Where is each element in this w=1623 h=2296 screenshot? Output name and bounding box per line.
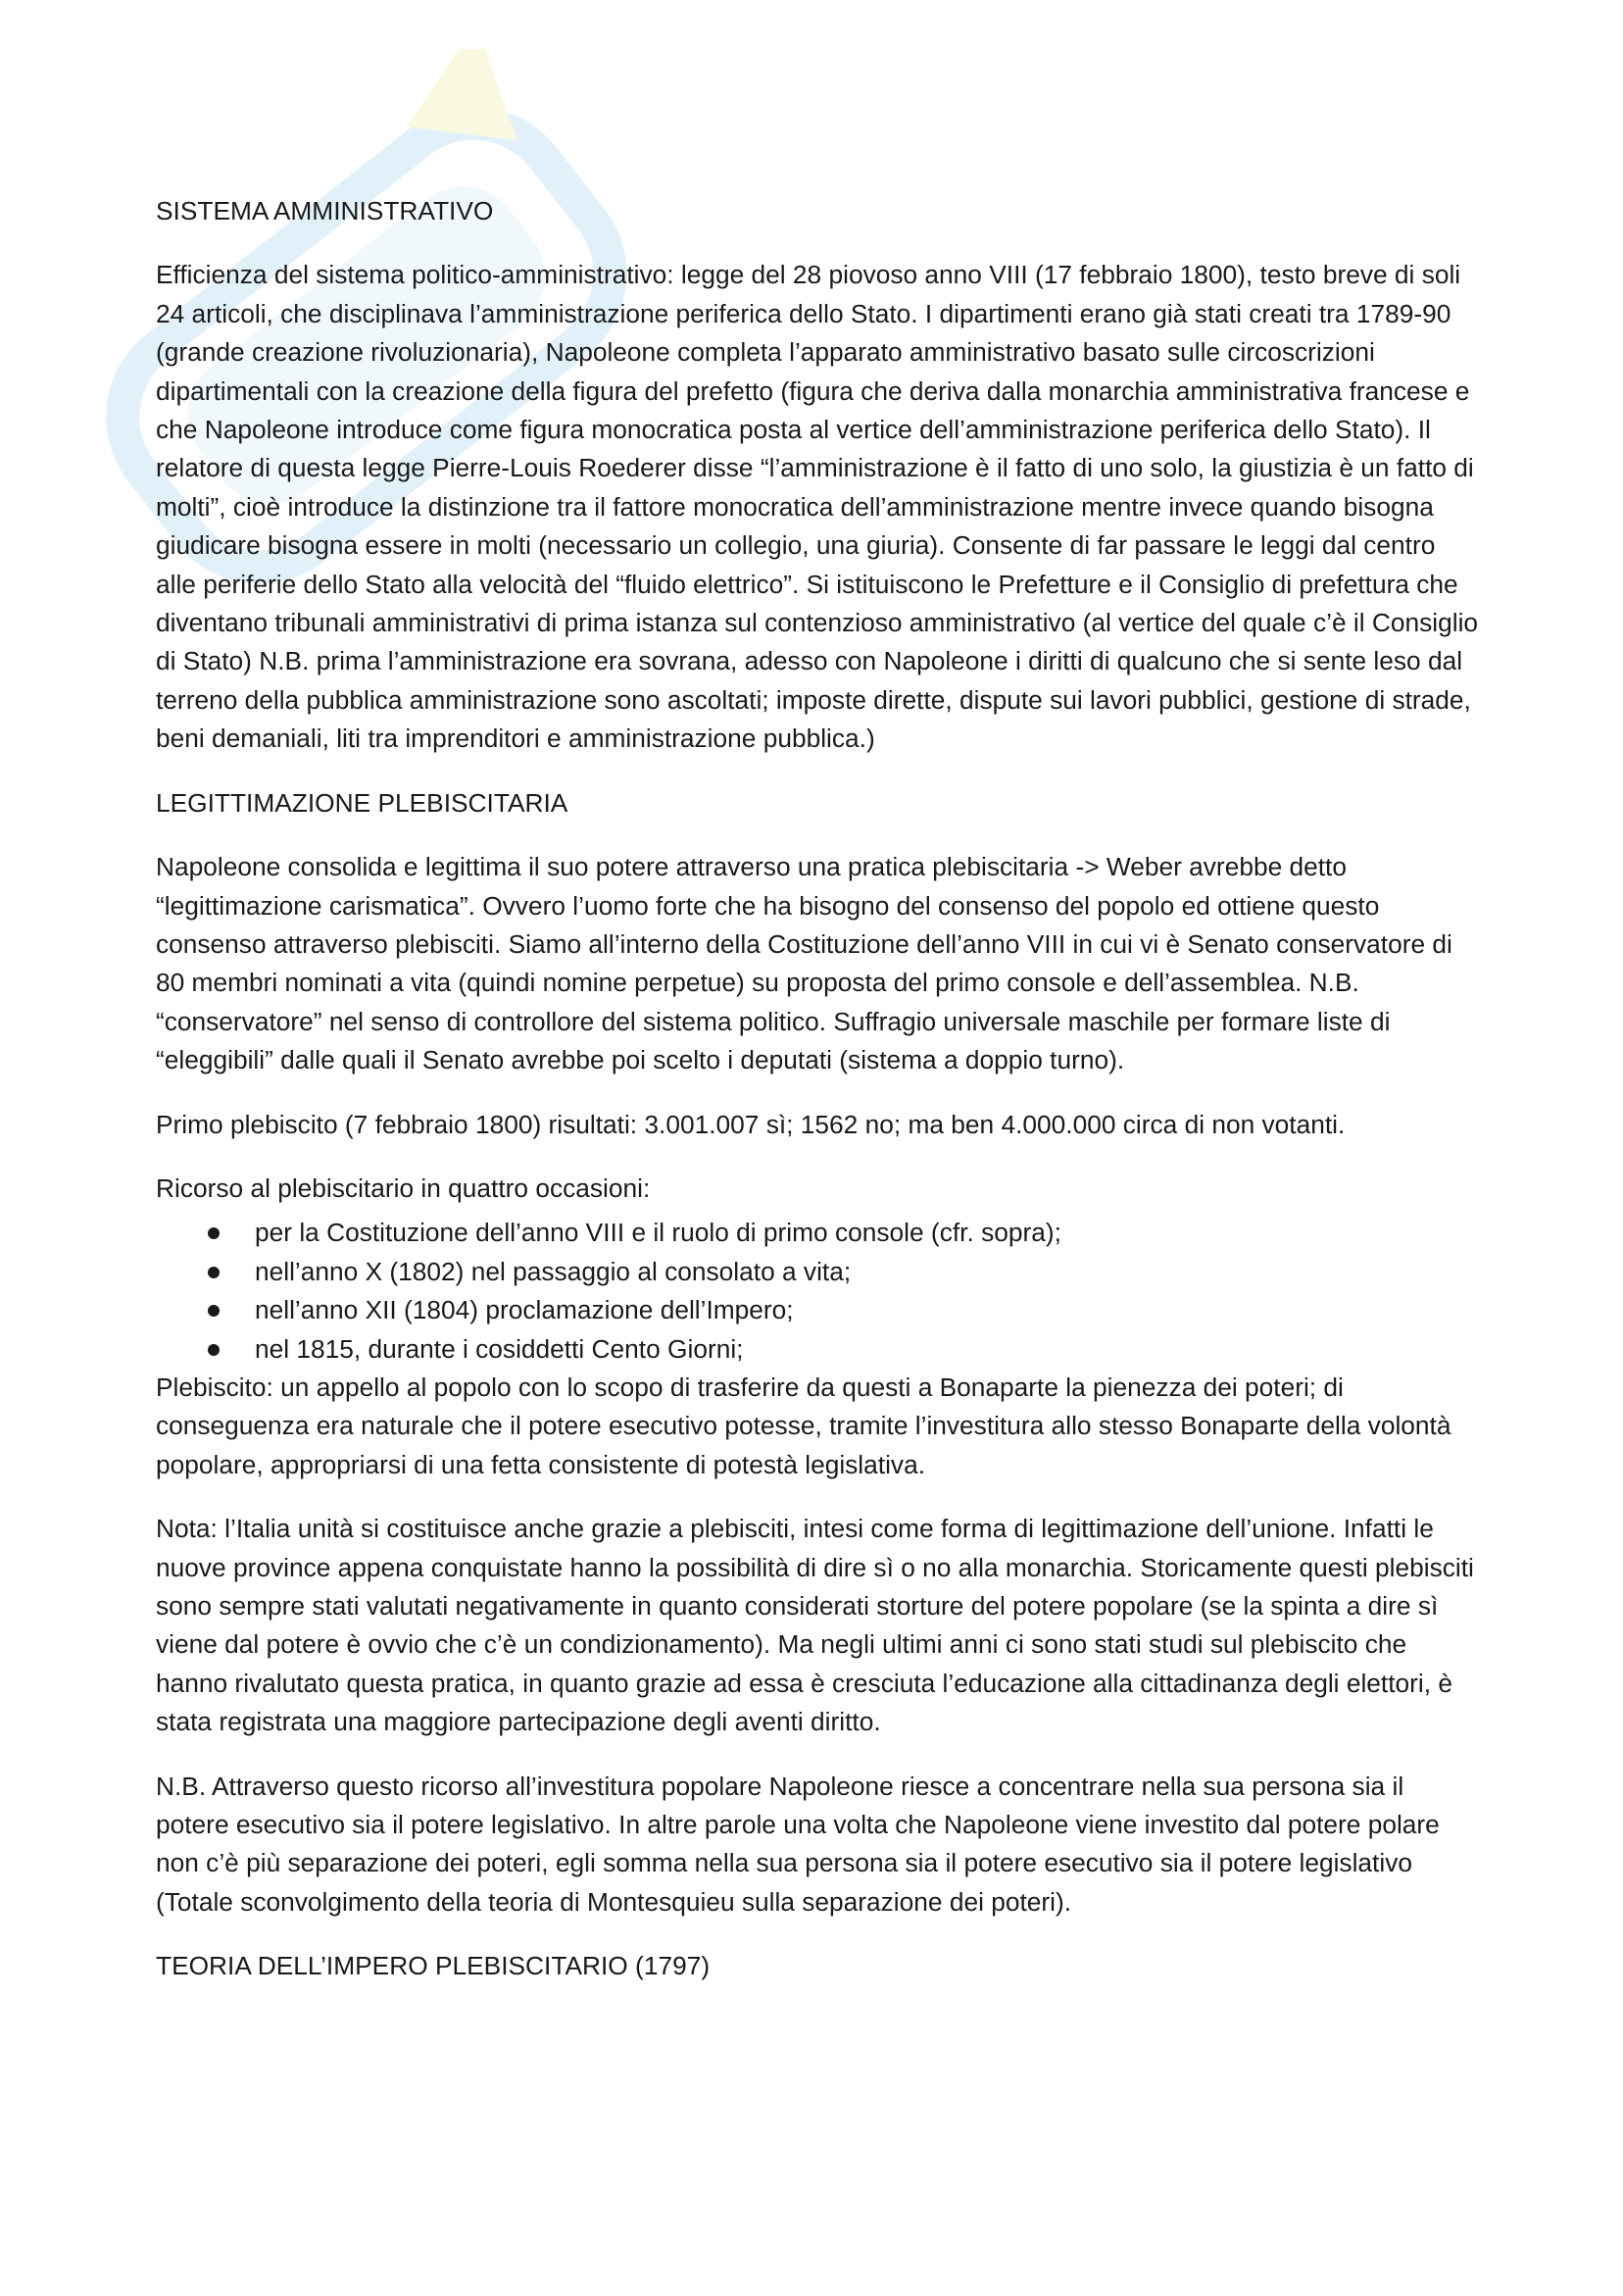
list-item <box>156 1214 1479 1252</box>
section-heading-sistema-amministrativo: SISTEMA AMMINISTRATIVO <box>156 196 494 225</box>
bullet-icon <box>208 1267 220 1278</box>
paragraph-legittimazione: Napoleone consolida e legittima il suo potere attraverso una pratica plebiscitaria -> Weber avrebbe detto “legittimazione carismatica”. Ovvero l’uomo forte che ha bisogno del consenso del popolo ed ottiene questo consenso attraverso plebisciti. Siamo all’interno della Costituzione dell’anno VIII in cui vi è Senato conservatore di 80 membri nominati a vita (quindi nomine perpetue) su proposta del primo console e dell’assemblea. N.B. “conservatore” nel senso di controllore del sistema politico. Suffragio universale maschile per formare liste di “eleggibili” dalle quali il Senato avrebbe poi scelto i deputati (sistema a doppio turno). <box>156 852 1452 1075</box>
paragraph-definizione-plebiscito: Plebiscito: un appello al popolo con lo scopo di trasferire da questi a Bonaparte la pienezza dei poteri; di conseguenza era naturale che il potere esecutivo potesse, tramite l’investitura allo stesso Bonaparte della volontà popolare, appropriarsi di una fetta consistente di potestà legislativa. <box>156 1372 1451 1479</box>
list-item <box>156 1291 1479 1329</box>
paragraph-nb-investitura: N.B. Attraverso questo ricorso all’investitura popolare Napoleone riesce a concentrare nella sua persona sia il potere esecutivo sia il potere legislativo. In altre parole una volta che Napoleone viene investito dal potere polare non c’è più separazione dei poteri, egli somma nella sua persona sia il potere esecutivo sia il potere legislativo (Totale sconvolgimento della teoria di Montesquieu sulla separazione dei poteri). <box>156 1771 1440 1917</box>
bullet-icon <box>208 1227 220 1239</box>
paragraph-primo-plebiscito: Primo plebiscito (7 febbraio 1800) risultati: 3.001.007 sì; 1562 no; ma ben 4.000.000 circa di non votanti. <box>156 1109 1346 1139</box>
plebiscite-occasions-list <box>156 1214 1479 1369</box>
paragraph-ricorso-plebiscitario: Ricorso al plebiscitario in quattro occasioni: <box>156 1173 651 1203</box>
list-item <box>156 1330 1479 1369</box>
paragraph-sistema-amministrativo: Efficienza del sistema politico-amministrativo: legge del 28 piovoso anno VIII (17 febbraio 1800), testo breve di soli 24 articoli, che disciplinava l’amministrazione periferica dello Stato. I dipartimenti erano già stati creati tra 1789-90 (grande creazione rivoluzionaria), Napoleone completa l’apparato amministrativo basato sulle circoscrizioni dipartimentali con la creazione della figura del prefetto (figura che deriva dalla monarchia amministrativa francese e che Napoleone introduce come figura monocratica posta al vertice dell’amministrazione periferica dello Stato). Il relatore di questa legge Pierre-Louis Roederer disse “l’amministrazione è il fatto di uno solo, la giustizia è un fatto di molti”, cioè introduce la distinzione tra il fattore monocratica dell’amministrazione mentre invece quando bisogna giudicare bisogna essere in molti (necessario un collegio, una giuria). Consente di far passare le leggi dal centro alle periferie dello Stato alla velocità del “fluido elettrico”. Si istituiscono le Prefetture e il Consiglio di prefettura che diventano tribunali amministrativi di prima istanza sul contenzioso amministrativo (al vertice del quale c’è il Consiglio di Stato) N.B. prima l’amministrazione era sovrana, adesso con Napoleone i diritti di qualcuno che si sente leso dal terreno della pubblica amministrazione sono ascoltati; imposte dirette, dispute sui lavori pubblici, gestione di strade, beni demaniali, liti tra imprenditori e amministrazione pubblica.) <box>156 260 1479 754</box>
list-item-text: nell’anno X (1802) nel passaggio al consolato a vita; <box>255 1256 852 1286</box>
paragraph-nota-italia: Nota: l’Italia unità si costituisce anche grazie a plebisciti, intesi come forma di legittimazione dell’unione. Infatti le nuove province appena conquistate hanno la possibilità di dire sì o no alla monarchia. Storicamente questi plebisciti sono sempre stati valutati negativamente in quanto considerati storture del potere popolare (se la spinta a dire sì viene dal potere è ovvio che c’è un condizionamento). Ma negli ultimi anni ci sono stati studi sul plebiscito che hanno rivalutato questa pratica, in quanto grazie ad essa è cresciuta l’educazione alla cittadinanza degli elettori, è stata registrata una maggiore partecipazione degli aventi diritto. <box>156 1514 1474 1737</box>
section-heading-teoria-impero: TEORIA DELL’IMPERO PLEBISCITARIO (1797) <box>156 1951 711 1981</box>
bullet-icon <box>208 1305 220 1317</box>
list-item-text: nell’anno XII (1804) proclamazione dell’Impero; <box>255 1295 794 1325</box>
list-item-text: per la Costituzione dell’anno VIII e il ruolo di primo console (cfr. sopra); <box>255 1218 1061 1248</box>
list-item <box>156 1253 1479 1291</box>
list-item-text: nel 1815, durante i cosiddetti Cento Giorni; <box>255 1333 744 1364</box>
bullet-icon <box>208 1344 220 1356</box>
document-body <box>156 192 1479 2012</box>
section-heading-legittimazione-plebiscitaria: LEGITTIMAZIONE PLEBISCITARIA <box>156 787 568 818</box>
